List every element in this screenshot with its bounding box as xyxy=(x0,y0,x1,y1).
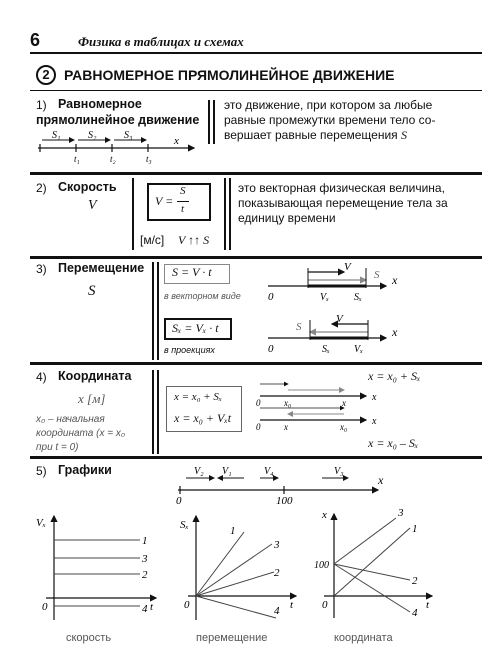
s5-graph-coordinate xyxy=(314,504,444,628)
s5-number: 5) xyxy=(36,464,47,478)
s2-formula-left: V = xyxy=(155,194,174,208)
g3-line4: 4 xyxy=(412,607,418,619)
g1-line4: 4 xyxy=(142,603,148,615)
s3-d1-origin: 0 xyxy=(268,291,274,303)
s1-rule xyxy=(30,172,482,175)
s1-def-symbol: S xyxy=(401,128,408,142)
s4-divider-b xyxy=(157,370,159,454)
s3-vector-formula: S = V · t xyxy=(172,265,212,279)
s3-d1-vx: Vₓ xyxy=(320,292,329,303)
s4-divider xyxy=(152,370,154,454)
g2-caption: перемещение xyxy=(196,632,268,644)
g2-xlabel: t xyxy=(290,599,294,611)
s3-divider xyxy=(152,262,154,360)
s3-rule xyxy=(30,362,482,365)
s1-axis-x: x xyxy=(174,135,179,147)
page-number: 6 xyxy=(30,30,41,50)
topic-number: 2 xyxy=(42,67,50,82)
g2-line4: 4 xyxy=(274,605,280,617)
s5-top-v2: V₂ xyxy=(194,466,204,477)
s2-divider-right-b xyxy=(229,178,231,250)
s2-def-line3: единицу времени xyxy=(238,211,336,225)
g1-line1: 1 xyxy=(142,535,148,547)
s2-formula-num: S xyxy=(180,185,186,197)
g3-tick: 100 xyxy=(314,560,329,571)
book-title: Физика в таблицах и схемах xyxy=(78,34,244,49)
s1-def-line2: равные промежутки времени тело со- xyxy=(224,113,436,127)
s5-top-v1: V₁ xyxy=(222,466,232,477)
s3-d1-axis: x xyxy=(392,273,398,287)
s1-seg-2: S₂ xyxy=(88,130,97,141)
s4-formula-2: x = x₀ + Vₓt xyxy=(174,411,232,425)
s4-right-top: x = x₀ + Sₓ xyxy=(368,369,421,383)
s3-diagram-1 xyxy=(258,258,408,306)
s1-time-1: t₁ xyxy=(74,154,80,164)
topic-number-badge xyxy=(36,65,56,85)
s5-graph-displacement xyxy=(178,510,308,628)
s3-d2-sx: Sₓ xyxy=(322,344,330,355)
s1-def-line3 xyxy=(224,128,407,143)
s2-rule xyxy=(30,256,482,259)
s5-top-hundred: 100 xyxy=(276,495,293,506)
g2-ylabel: Sₓ xyxy=(180,519,189,531)
g3-origin: 0 xyxy=(322,599,328,611)
s5-top-axis xyxy=(172,460,392,506)
g1-line2: 2 xyxy=(142,569,148,581)
g1-xlabel: t xyxy=(150,601,154,613)
g3-xlabel: t xyxy=(426,599,430,611)
s3-symbol: S xyxy=(88,283,96,299)
s2-fraction-bar xyxy=(177,201,189,202)
s3-d1-V: V xyxy=(344,261,351,273)
s3-divider-b xyxy=(157,262,159,360)
s4-axis-1: x xyxy=(372,392,377,403)
s3-number: 3) xyxy=(36,262,47,276)
s3-d1-sx: Sₓ xyxy=(354,292,362,303)
s2-direction: V ↑↑ S xyxy=(178,233,210,247)
s4-number: 4) xyxy=(36,370,47,384)
s3-diagram-2 xyxy=(258,310,408,358)
g3-line3: 3 xyxy=(398,507,404,519)
s4-symbol: x [м] xyxy=(78,391,106,406)
s2-formula-den: t xyxy=(181,203,185,215)
s4-x-1: x xyxy=(342,398,346,408)
s4-rule xyxy=(30,456,482,459)
g3-line1: 1 xyxy=(412,523,418,535)
s1-number: 1) xyxy=(36,98,47,112)
s4-right-bottom: x = x₀ – Sₓ xyxy=(368,436,419,450)
s3-d2-axis: x xyxy=(392,325,398,339)
s5-graph-velocity xyxy=(36,510,166,628)
s4-title: Координата xyxy=(58,369,132,383)
s2-def-line1: это векторная физическая величина, xyxy=(238,181,445,195)
s1-time-3: t₃ xyxy=(146,154,152,164)
s4-note-line3: при t = 0) xyxy=(36,442,79,453)
g1-line3: 3 xyxy=(142,553,148,565)
s1-def-line1: это движение, при котором за любые xyxy=(224,98,433,112)
s2-divider-left xyxy=(132,178,134,250)
s2-divider-right xyxy=(224,178,226,250)
s4-x-2: x xyxy=(284,422,288,432)
s5-title: Графики xyxy=(58,463,112,477)
g3-caption: координата xyxy=(334,632,393,644)
g1-caption: скорость xyxy=(66,632,112,644)
s1-seg-1: S₁ xyxy=(52,130,61,141)
topic-title: РАВНОМЕРНОЕ ПРЯМОЛИНЕЙНОЕ ДВИЖЕНИЕ xyxy=(64,67,395,83)
s2-def-line2: показывающая перемещение тела за xyxy=(238,196,448,210)
s5-top-zero: 0 xyxy=(176,495,182,506)
s1-title-line1: Равномерное xyxy=(58,97,142,111)
s3-d2-S: S xyxy=(296,321,302,333)
s3-d2-origin: 0 xyxy=(268,343,274,355)
header-rule xyxy=(30,52,482,54)
s1-def-text: вершает равные перемещения xyxy=(224,128,398,142)
s5-top-axis-label: x xyxy=(378,473,384,487)
s5-top-v3: V₃ xyxy=(334,466,344,477)
g3-ylabel: x xyxy=(322,509,327,521)
g2-origin: 0 xyxy=(184,599,190,611)
s3-d2-V: V xyxy=(336,313,343,325)
s2-unit: [м/с] xyxy=(140,233,165,247)
g1-origin: 0 xyxy=(42,601,48,613)
s4-origin-2: 0 xyxy=(256,422,261,432)
g2-line1: 1 xyxy=(230,525,236,537)
s3-d1-S: S xyxy=(374,269,380,281)
s5-top-v4: V₄ xyxy=(264,466,274,477)
s1-seg-3: S₃ xyxy=(124,130,133,141)
s3-title: Перемещение xyxy=(58,261,145,275)
s1-title-line2: прямолинейное движение xyxy=(36,113,200,127)
s4-note-line2: координата (x = x₀ xyxy=(36,428,126,439)
s2-title: Скорость xyxy=(58,180,117,194)
s4-note-line1: x₀ – начальная xyxy=(36,414,105,425)
s4-x0-1: x₀ xyxy=(284,398,292,408)
s4-diagram xyxy=(254,378,384,434)
topic-rule xyxy=(30,90,482,91)
s1-segments-diagram xyxy=(34,128,204,166)
g2-line2: 2 xyxy=(274,567,280,579)
s4-formula-1: x = x₀ + Sₓ xyxy=(174,391,223,403)
s3-vector-caption: в векторном виде xyxy=(164,291,241,301)
s4-x0-2: x₀ xyxy=(340,422,348,432)
g1-ylabel: Vₓ xyxy=(36,517,46,529)
g2-line3: 3 xyxy=(274,539,280,551)
s3-proj-caption: в проекциях xyxy=(164,345,215,355)
s1-time-2: t₂ xyxy=(110,154,116,164)
s3-d2-vx: Vₓ xyxy=(354,344,363,355)
s4-axis-2: x xyxy=(372,416,377,427)
s2-symbol: V xyxy=(88,198,97,213)
s1-divider xyxy=(208,100,210,144)
s3-proj-formula: Sₓ = Vₓ · t xyxy=(172,321,219,335)
s4-origin-1: 0 xyxy=(256,398,261,408)
g3-line2: 2 xyxy=(412,575,418,587)
s1-divider-b xyxy=(213,100,215,144)
s2-number: 2) xyxy=(36,181,47,195)
